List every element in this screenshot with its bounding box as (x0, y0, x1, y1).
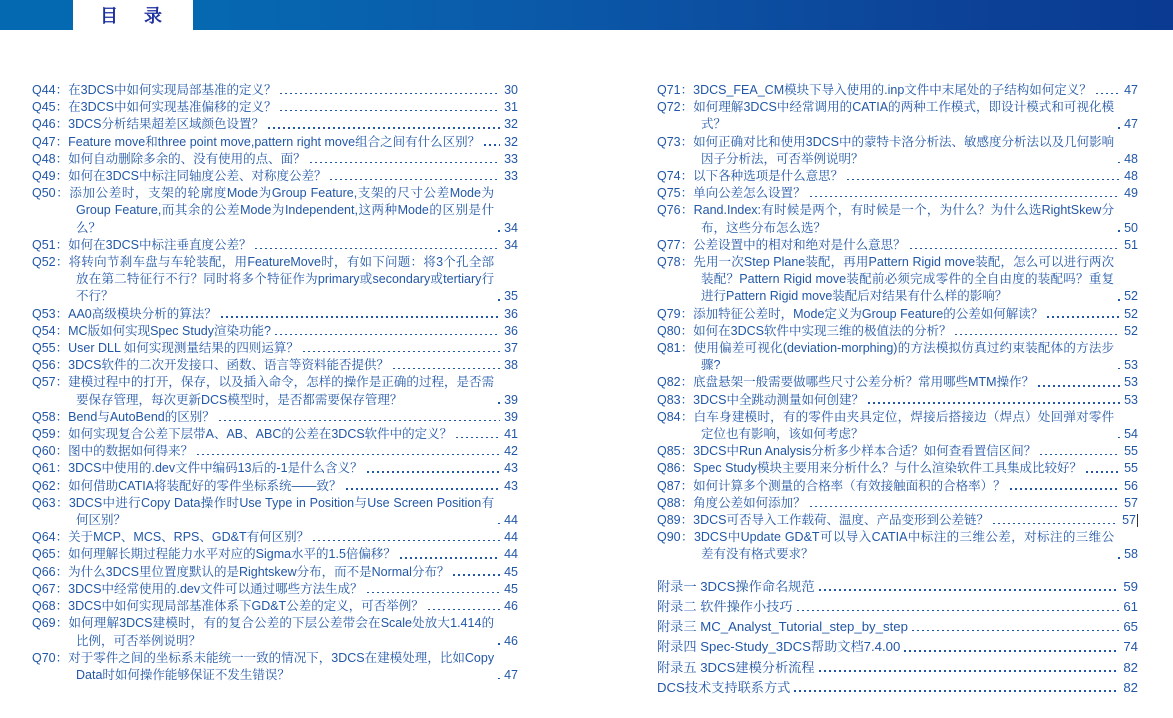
toc-entry-q50[interactable] (32, 185, 518, 237)
dotted-leader (494, 667, 504, 684)
dotted-leader (276, 82, 504, 99)
toc-entry-q57[interactable] (32, 374, 518, 408)
toc-entry-text: Q85：3DCS中Run Analysis分析多少样本合适？如何查看置信区间？ (657, 444, 1037, 459)
page-number: 47 (1124, 83, 1138, 97)
dotted-leader (276, 99, 504, 116)
dotted-leader (1114, 426, 1124, 443)
toc-entry-text: Q63：3DCS中进行Copy Data操作时Use Type in Position与Use Screen Position有何区别？ (32, 495, 495, 528)
toc-entry-q75[interactable] (657, 185, 1138, 202)
toc-entry-text: Q76：Rand.Index:有时候是两个，有时候是一个，为什么？为什么选RightSkew分布，这些分布怎么选？ (657, 203, 1115, 235)
page-number: 38 (504, 358, 518, 373)
toc-entry-text: Q79：添加特征公差时，Mode定义为Group Feature的公差如何解读？ (657, 306, 1044, 321)
toc-entry-text: 附录四 Spec-Study_3DCS帮助文档7.4.00 (657, 639, 901, 655)
toc-entry-text: Q47：Feature move和three point move,pattern right move组合之间有什么区别？ (32, 134, 481, 149)
page-number: 51 (1124, 237, 1138, 252)
dotted-leader (806, 495, 1124, 512)
dotted-leader (342, 478, 505, 495)
dotted-leader (306, 151, 504, 168)
page-number: 54 (1124, 427, 1138, 442)
page-number: 47 (1124, 117, 1138, 132)
page-number: 35 (504, 289, 518, 304)
dotted-leader (790, 678, 1123, 698)
page-number: 65 (1123, 619, 1138, 635)
dotted-leader (843, 168, 1124, 185)
toc-column-right (657, 82, 1138, 698)
page-number: 37 (504, 341, 518, 356)
page-number: 32 (504, 117, 518, 132)
toc-entry-q61[interactable] (32, 460, 518, 477)
toc-entry-text: Q46：3DCS分析结果超差区域颜色设置？ (32, 117, 264, 132)
dotted-leader (1114, 151, 1124, 168)
page-number: 50 (1124, 220, 1138, 235)
page-number: 43 (504, 461, 518, 476)
page-number: 57 (1124, 495, 1138, 510)
page-number: 61 (1123, 598, 1138, 614)
page-number: 42 (504, 444, 518, 459)
toc-entry-text: Q89：3DCS可否导入工作载荷、温度、产品变形到公差链？ (657, 513, 989, 528)
toc-entry-text: Q87：如何计算多个测量的合格率（有效接触面积的合格率）？ (657, 478, 1006, 493)
toc-entry-text: Q61：3DCS中使用的.dev文件中编码13后的-1是什么含义？ (32, 461, 363, 476)
toc-entry-text: Q83：3DCS中全跳动测量如何创建？ (657, 392, 864, 407)
toc-entry-q47[interactable] (32, 134, 518, 151)
page-number: 36 (504, 323, 518, 338)
page-number: 39 (504, 409, 518, 424)
dotted-leader (424, 598, 504, 615)
toc-entry-q67[interactable] (32, 581, 518, 598)
toc-entry-q45[interactable] (32, 99, 518, 116)
page-number: 82 (1123, 679, 1138, 695)
toc-entry-text: Q58：Bend与AutoBend的区别？ (32, 409, 215, 424)
toc-entry-q60[interactable] (32, 443, 518, 460)
page-number: 45 (504, 564, 518, 579)
toc-entry-q81[interactable] (657, 340, 1138, 374)
toc-entry-q56[interactable] (32, 357, 518, 374)
toc-entry-text: 附录一 3DCS操作命名规范 (657, 578, 815, 594)
page-number: 59 (1123, 578, 1138, 594)
page-number: 45 (504, 581, 518, 596)
page-number: 44 (504, 530, 518, 545)
toc-entry-q88[interactable] (657, 495, 1138, 512)
toc-entry-q69[interactable] (32, 615, 518, 649)
page-number: 43 (504, 478, 518, 493)
dotted-leader (1006, 478, 1124, 495)
toc-entry-text: Q54：MC版如何实现Spec Study渲染功能? (32, 323, 271, 338)
dotted-leader (1114, 357, 1124, 374)
toc-appendix-section (657, 577, 1138, 698)
toc-entry-text: Q73：如何正确对比和使用3DCS中的蒙特卡洛分析法、敏感度分析法以及几何影响因子分析法，可否举例说明？ (657, 134, 1115, 166)
page-number: 33 (504, 151, 518, 166)
page-number: 52 (1124, 323, 1138, 338)
toc-entry-q68[interactable] (32, 598, 518, 615)
dotted-leader (1092, 82, 1124, 99)
toc-entry-q71[interactable] (657, 82, 1138, 99)
dotted-leader (363, 581, 504, 598)
toc-entry-q59[interactable] (32, 426, 518, 443)
dotted-leader (1034, 374, 1124, 391)
dotted-leader (363, 460, 504, 477)
page-number: 55 (1124, 461, 1138, 476)
dotted-leader (389, 357, 504, 374)
dotted-leader (193, 443, 504, 460)
page-number: 58 (1124, 547, 1138, 562)
toc-entry-text: Q81：使用偏差可视化(deviation-morphing)的方法模拟仿真过约束装配体的方法步骤? (657, 341, 1115, 373)
toc-entry-q80[interactable] (657, 323, 1138, 340)
dotted-leader (217, 306, 504, 323)
toc-entry-text: Q55：User DLL 如何实现测量结果的四则运算？ (32, 341, 299, 356)
dotted-leader (1114, 288, 1124, 305)
page-number: 48 (1124, 169, 1138, 184)
toc-entry-q48[interactable] (32, 151, 518, 168)
toc-entry-text: Q62：如何借助CATIA将装配好的零件坐标系统——致？ (32, 478, 342, 493)
toc-entry-q85[interactable] (657, 443, 1138, 460)
toc-entry-q63[interactable] (32, 495, 518, 529)
page-title: 目 录 (100, 6, 166, 26)
page-header (0, 0, 1173, 30)
toc-entry-text: Q44：在3DCS中如何实现局部基准的定义？ (32, 83, 277, 97)
page-number: 57 (1122, 513, 1136, 528)
page-number: 30 (504, 83, 518, 97)
page-number: 34 (504, 237, 518, 252)
dotted-leader (299, 340, 504, 357)
dotted-leader (815, 658, 1124, 678)
toc-entry-q73[interactable] (657, 134, 1138, 168)
page-number: 33 (504, 169, 518, 184)
page-number: 48 (1124, 151, 1138, 166)
toc-entry-q62[interactable] (32, 478, 518, 495)
toc-entry-q64[interactable] (32, 529, 518, 546)
dotted-leader (452, 426, 504, 443)
toc-entry-text: 附录三 MC_Analyst_Tutorial_step_by_step (657, 619, 908, 635)
toc-entry-text: Q82：底盘悬架一般需要做哪些尺寸公差分析？常用哪些MTM操作？ (657, 375, 1035, 390)
toc-entry-q78[interactable] (657, 254, 1138, 306)
toc-entry-text: Q60：图中的数据如何得来？ (32, 444, 194, 459)
page-number: 44 (504, 547, 518, 562)
toc-entry-text: Q69：如何理解3DCS建模时，有的复合公差的下层公差带会在Scale处放大1.414的比例，可否举例说明？ (32, 616, 495, 648)
toc-entry-text: Q65：如何理解长期过程能力水平对应的Sigma水平的1.5倍偏移？ (32, 547, 396, 562)
toc-entry-q65[interactable] (32, 546, 518, 563)
page-number: 32 (504, 134, 518, 149)
toc-entry-q66[interactable] (32, 564, 518, 581)
dotted-leader (1114, 116, 1124, 133)
page-number: 44 (504, 513, 518, 528)
page-number: 31 (504, 100, 518, 115)
toc-entry-q87[interactable] (657, 478, 1138, 495)
page-number: 34 (504, 220, 518, 235)
dotted-leader (309, 529, 504, 546)
page-number: 46 (504, 599, 518, 614)
toc-entry-text: Q66：为什么3DCS里位置度默认的是Rightskew分布，而不是Normal分布？ (32, 564, 450, 579)
toc-entry-text: Q68：3DCS中如何实现局部基准体系下GD&T公差的定义，可否举例？ (32, 599, 424, 614)
dotted-leader (793, 597, 1124, 617)
toc-entry-q76[interactable] (657, 202, 1138, 236)
page-number: 36 (504, 306, 518, 321)
toc-entry-q86[interactable] (657, 460, 1138, 477)
toc-entry-q90[interactable] (657, 529, 1138, 563)
text-cursor (1137, 514, 1138, 527)
header-bar-right-segment (193, 0, 1173, 30)
toc-entry-text: Q48：如何自动删除多余的、没有使用的点、面？ (32, 151, 306, 166)
toc-entry-text: Q53：AA0高级模块分析的算法？ (32, 306, 217, 321)
dotted-leader (494, 633, 504, 650)
dotted-leader (215, 409, 504, 426)
toc-entry-text: Q86：Spec Study模块主要用来分析什么？与什么渲染软件工具集成比较好？ (657, 461, 1083, 476)
dotted-leader (264, 116, 504, 133)
header-bar-left-segment (0, 0, 73, 30)
toc-entry-q58[interactable] (32, 409, 518, 426)
toc-entry-text: Q67：3DCS中经常使用的.dev文件可以通过哪些方法生成？ (32, 581, 363, 596)
toc-entry-text: Q56：3DCS软件的二次开发接口、函数、语言等资料能否提供？ (32, 358, 389, 373)
page-number: 82 (1123, 659, 1138, 675)
page-number: 56 (1124, 478, 1138, 493)
toc-entry-q49[interactable] (32, 168, 518, 185)
page-number: 74 (1123, 639, 1138, 655)
toc-entry-text: Q49：如何在3DCS中标注同轴度公差、对称度公差？ (32, 169, 327, 184)
toc-entry-text: Q77：公差设置中的相对和绝对是什么意思？ (657, 237, 906, 252)
toc-entry-text: Q64：关于MCP、MCS、RPS、GD&T有何区别？ (32, 530, 310, 545)
toc-entry-text: Q51：如何在3DCS中标注垂直度公差？ (32, 237, 252, 252)
page-title-box (73, 0, 193, 30)
page-number: 41 (504, 427, 518, 442)
dotted-leader (815, 577, 1124, 597)
dotted-leader (1036, 443, 1124, 460)
toc-entry-text: Q57：建模过程中的打开，保存，以及插入命令，怎样的操作是正确的过程，是否需要保存管理，每次更新DCS模型时，是否都需要保存管理？ (32, 375, 495, 407)
toc-entry-text: Q71：3DCS_FEA_CM模块下导入使用的.inp文件中末尾处的子结构如何定义？ (657, 83, 1092, 97)
toc-entry-q82[interactable] (657, 374, 1138, 391)
dotted-leader (1114, 547, 1124, 564)
toc-entry-appendix-附录二[interactable] (657, 597, 1138, 617)
toc-right-questions (657, 82, 1138, 564)
page-number: 55 (1124, 444, 1138, 459)
toc-entry-text: Q59：如何实现复合公差下层带A、AB、ABC的公差在3DCS软件中的定义？ (32, 427, 453, 442)
page-number: 53 (1124, 375, 1138, 390)
toc-entry-text: Q84：白车身建模时，有的零件由夹具定位，焊接后搭接边（焊点）处回弹对零件定位也有影响，该如何考虑？ (657, 409, 1115, 442)
toc-entry-q54[interactable] (32, 323, 518, 340)
toc-entry-q74[interactable] (657, 168, 1138, 185)
toc-entry-q44[interactable] (32, 82, 518, 99)
dotted-leader (806, 185, 1124, 202)
page-number: 39 (504, 392, 518, 407)
toc-entry-q53[interactable] (32, 306, 518, 323)
toc-entry-text: Q72：如何理解3DCS中经常调用的CATIA的两种工作模式，即设计模式和可视化模式？ (657, 100, 1115, 132)
dotted-leader (951, 323, 1124, 340)
page-number: 53 (1124, 392, 1138, 407)
dotted-leader (251, 237, 504, 254)
toc-entry-q55[interactable] (32, 340, 518, 357)
toc-entry-text: Q74：以下各种选项是什么意思？ (657, 169, 844, 184)
dotted-leader (494, 220, 504, 237)
dotted-leader (864, 392, 1124, 409)
dotted-leader (271, 323, 504, 340)
toc-column-left (32, 82, 518, 684)
dotted-leader (1114, 220, 1124, 237)
toc-entry-q77[interactable] (657, 237, 1138, 254)
dotted-leader (908, 617, 1123, 637)
toc-entry-appendix-5[interactable] (657, 678, 1138, 698)
dotted-leader (494, 288, 504, 305)
dotted-leader (1043, 306, 1124, 323)
toc-entry-text: Q88：角度公差如何添加？ (657, 495, 806, 510)
toc-entry-text: Q78：先用一次Step Plane装配，再用Pattern Rigid move装配，怎么可以进行两次装配？Pattern Rigid move装配前必须完成零件的全自由度的装配吗？重复进行Pattern Rigid move装配后对结果有什么样的影响？ (657, 255, 1115, 304)
dotted-leader (494, 392, 504, 409)
toc-entry-text: Q45：在3DCS中如何实现基准偏移的定义？ (32, 100, 277, 115)
toc-entry-text: DCS技术支持联系方式 (657, 679, 791, 695)
toc-entry-q70[interactable] (32, 650, 518, 684)
page-number: 53 (1124, 358, 1138, 373)
toc-entry-text: Q52：将转向节刹车盘与车轮装配，用FeatureMove时，有如下问题：将3个孔全部放在第二特征行不行？同时将多个特征作为primary或secondary或tertiary行不行？ (32, 255, 495, 304)
toc-entry-appendix-附录一[interactable] (657, 577, 1138, 597)
toc-entry-text: Q50：添加公差时，支架的轮廓度Mode为Group Feature,支架的尺寸公差Mode为Group Feature,而其余的公差Mode为Independent,这两种Mode的区别是什么？ (32, 186, 495, 235)
toc-entry-text: Q90：3DCS中Update GD&T可以导入CATIA中标注的三维公差，对标注的三维公差有没有格式要求？ (657, 530, 1115, 562)
toc-entry-q52[interactable] (32, 254, 518, 306)
toc-entry-text: 附录二 软件操作小技巧 (657, 598, 793, 614)
dotted-leader (449, 564, 504, 581)
toc-entry-q83[interactable] (657, 392, 1138, 409)
page-number: 49 (1124, 186, 1138, 201)
dotted-leader (1082, 460, 1124, 477)
page-number: 46 (504, 633, 518, 648)
toc-entry-q84[interactable] (657, 409, 1138, 443)
toc-entry-text: Q75：单向公差怎么设置？ (657, 186, 806, 201)
dotted-leader (326, 168, 504, 185)
page-number: 52 (1124, 306, 1138, 321)
toc-entry-q89[interactable] (657, 512, 1138, 529)
toc-entry-text: 附录五 3DCS建模分析流程 (657, 659, 815, 675)
dotted-leader (989, 512, 1122, 529)
dotted-leader (396, 547, 504, 564)
toc-entry-q46[interactable] (32, 116, 518, 133)
page-number: 52 (1124, 289, 1138, 304)
toc-entry-appendix-附录四[interactable] (657, 637, 1138, 657)
dotted-leader (494, 512, 504, 529)
dotted-leader (900, 637, 1123, 657)
toc-entry-text: Q70：对于零件之间的坐标系未能统一一致的情况下，3DCS在建模处理，比如Copy Data时如何操作能够保证不发生错误？ (32, 650, 495, 682)
toc-entry-q79[interactable] (657, 306, 1138, 323)
toc-entry-appendix-附录五[interactable] (657, 658, 1138, 678)
toc-entry-q72[interactable] (657, 99, 1138, 133)
dotted-leader (480, 134, 504, 151)
toc-entry-text: Q80：如何在3DCS软件中实现三维的极值法的分析？ (657, 323, 952, 338)
dotted-leader (906, 237, 1124, 254)
toc-entry-q51[interactable] (32, 237, 518, 254)
page-number: 47 (504, 667, 518, 682)
toc-entry-appendix-附录三[interactable] (657, 617, 1138, 637)
